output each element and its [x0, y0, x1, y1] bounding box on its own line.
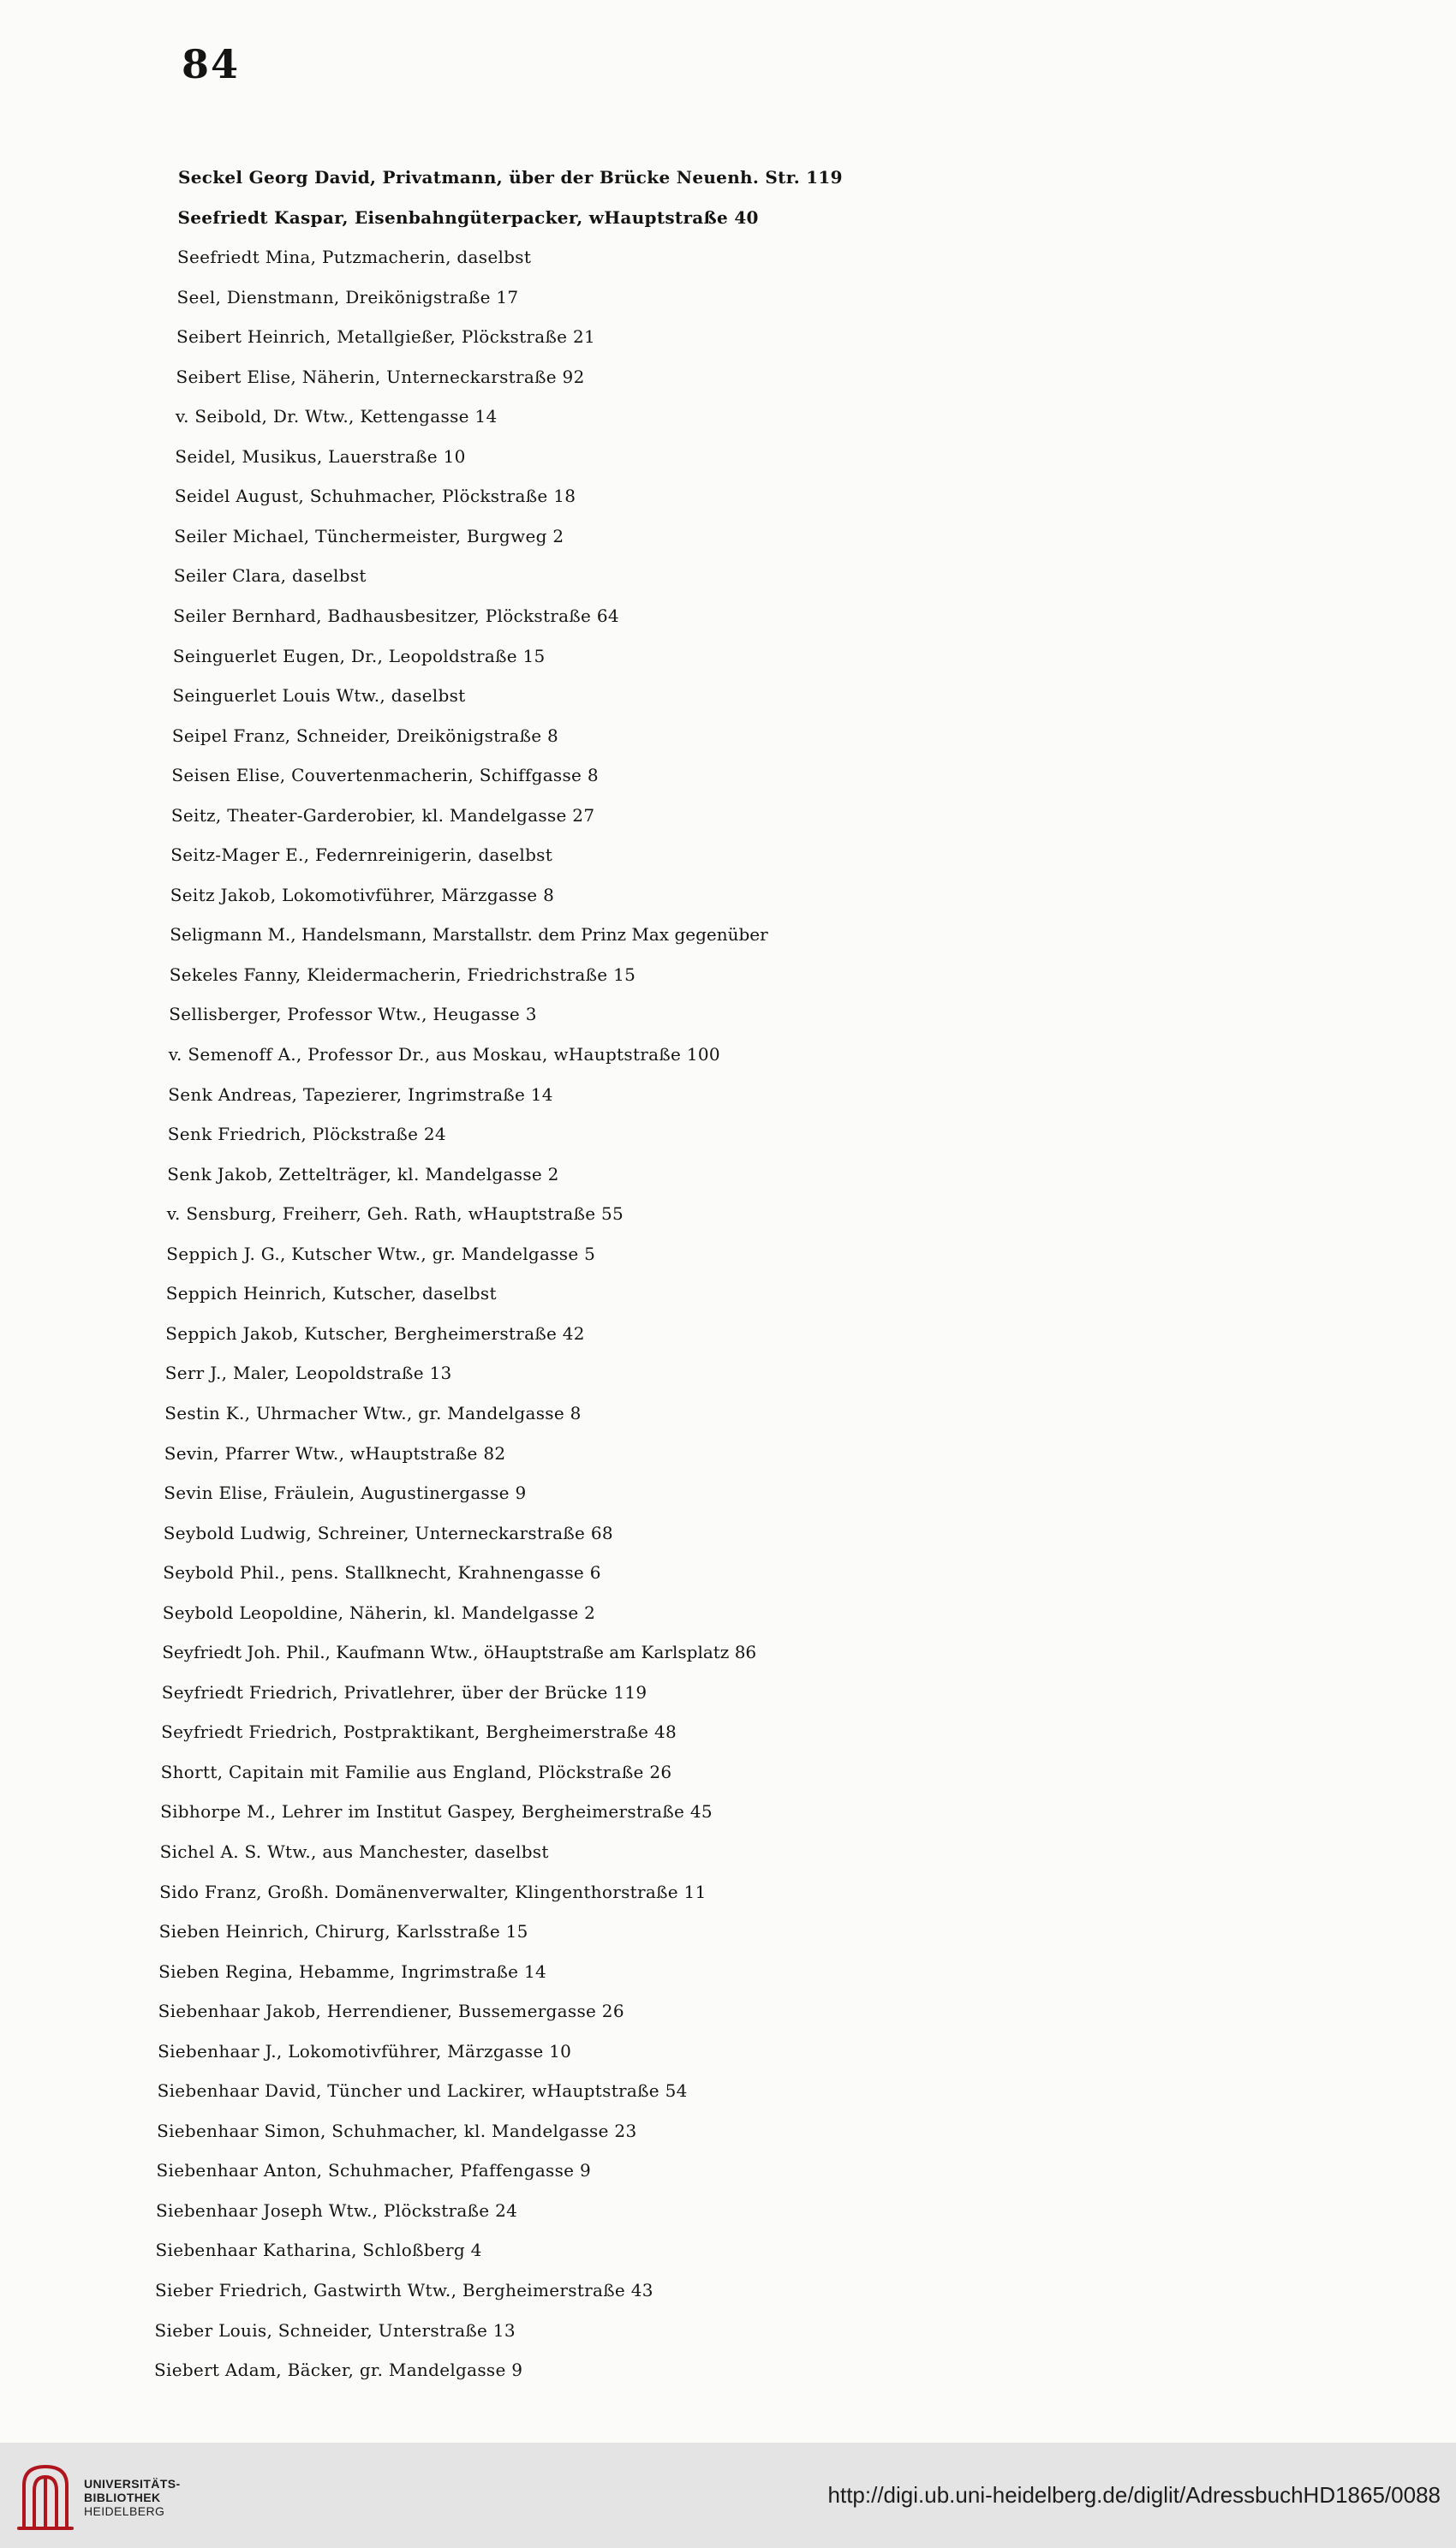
directory-entry: Siebenhaar Simon, Schuhmacher, kl. Mandelgasse 23 — [157, 2120, 637, 2141]
directory-entry: Sieber Louis, Schneider, Unterstraße 13 — [154, 2319, 516, 2341]
directory-entry: Seybold Ludwig, Schreiner, Unterneckarstraße 68 — [163, 1522, 613, 1543]
directory-entry: Seibert Elise, Näherin, Unterneckarstraße 92 — [176, 366, 585, 387]
directory-entry: Seiler Michael, Tünchermeister, Burgweg 2 — [174, 525, 564, 546]
directory-entry: Seidel August, Schuhmacher, Plöckstraße 18 — [174, 486, 576, 507]
directory-entry: Sestin K., Uhrmacher Wtw., gr. Mandelgasse 8 — [164, 1402, 582, 1423]
directory-entry: Siebenhaar J., Lokomotivführer, Märzgasse 10 — [158, 2040, 572, 2062]
directory-entry: Seybold Leopoldine, Näherin, kl. Mandelgasse 2 — [162, 1602, 596, 1623]
directory-entry: Seyfriedt Friedrich, Privatlehrer, über der Brücke 119 — [161, 1681, 647, 1703]
library-logo[interactable] — [15, 2460, 212, 2533]
directory-entry: Seiler Clara, daselbst — [173, 565, 367, 587]
library-name-line-2: BIBLIOTHEK — [84, 2491, 161, 2504]
directory-entry: Siebenhaar Jakob, Herrendiener, Bussemergasse 26 — [158, 2001, 624, 2022]
directory-entry: Sichel A. S. Wtw., aus Manchester, daselbst — [159, 1841, 549, 1862]
directory-entry: v. Seibold, Dr. Wtw., Kettengasse 14 — [175, 406, 498, 427]
directory-entry: Sieben Heinrich, Chirurg, Karlsstraße 15 — [158, 1921, 528, 1942]
directory-entry: Sevin, Pfarrer Wtw., wHauptstraße 82 — [164, 1442, 506, 1464]
directory-entry: Sieber Friedrich, Gastwirth Wtw., Bergheimerstraße 43 — [155, 2279, 653, 2300]
library-seal-icon — [15, 2460, 75, 2533]
directory-entry: Seyfriedt Friedrich, Postpraktikant, Bergheimerstraße 48 — [161, 1722, 677, 1743]
directory-entry: Seitz, Theater-Garderobier, kl. Mandelgasse 27 — [170, 804, 595, 826]
directory-entry: Seybold Phil., pens. Stallknecht, Krahnengasse 6 — [163, 1562, 601, 1584]
footer-bar — [0, 2443, 1456, 2548]
directory-entry: Seel, Dienstmann, Dreikönigstraße 17 — [176, 286, 519, 307]
directory-entry: Seefriedt Kaspar, Eisenbahngüterpacker, wHauptstraße 40 — [177, 206, 759, 228]
directory-entry: Sido Franz, Großh. Domänenverwalter, Klingenthorstraße 11 — [159, 1881, 707, 1902]
directory-entry: Siebenhaar Katharina, Schloßberg 4 — [155, 2240, 482, 2261]
source-url-link[interactable]: http://digi.ub.uni-heidelberg.de/diglit/AdressbuchHD1865/0088 — [827, 2482, 1441, 2508]
library-name-line-1: UNIVERSITÄTS- — [84, 2477, 181, 2491]
directory-entry: Seipel Franz, Schneider, Dreikönigstraße 8 — [171, 725, 559, 746]
directory-entry: Seibert Heinrich, Metallgießer, Plöckstraße 21 — [176, 326, 596, 348]
directory-entry: Siebenhaar Joseph Wtw., Plöckstraße 24 — [156, 2199, 518, 2221]
directory-entry: Seefriedt Mina, Putzmacherin, daselbst — [177, 247, 532, 268]
directory-entry: Seidel, Musikus, Lauerstraße 10 — [175, 445, 466, 467]
directory-entry: Seyfriedt Joh. Phil., Kaufmann Wtw., öHauptstraße am Karlsplatz 86 — [162, 1642, 757, 1663]
directory-entry: Seiler Bernhard, Badhausbesitzer, Plöckstraße 64 — [173, 606, 619, 627]
directory-entry: Seppich J. G., Kutscher Wtw., gr. Mandelgasse 5 — [166, 1243, 596, 1264]
directory-entry: Seinguerlet Eugen, Dr., Leopoldstraße 15 — [172, 645, 546, 666]
library-name-line-3: HEIDELBERG — [84, 2504, 165, 2518]
directory-entry: Senk Friedrich, Plöckstraße 24 — [167, 1124, 446, 1145]
directory-entry: Seitz-Mager E., Federnreinigerin, daselbst — [170, 844, 553, 866]
directory-entry: Seppich Jakob, Kutscher, Bergheimerstraße 42 — [165, 1322, 585, 1344]
page-number: 84 — [182, 41, 241, 87]
directory-entries — [0, 158, 1456, 2390]
directory-entry: v. Semenoff A., Professor Dr., aus Moskau, wHauptstraße 100 — [168, 1044, 720, 1065]
directory-entry: Seligmann M., Handelsmann, Marstallstr. dem Prinz Max gegenüber — [170, 924, 768, 946]
directory-entry: Sellisberger, Professor Wtw., Heugasse 3 — [169, 1004, 537, 1025]
directory-entry: Seisen Elise, Couvertenmacherin, Schiffgasse 8 — [171, 765, 599, 786]
library-name — [84, 2477, 181, 2518]
directory-entry: Seppich Heinrich, Kutscher, daselbst — [165, 1283, 497, 1304]
directory-entry: Seitz Jakob, Lokomotivführer, Märzgasse 8 — [170, 884, 555, 905]
directory-entry: Sieben Regina, Hebamme, Ingrimstraße 14 — [158, 1960, 546, 1982]
directory-entry: Shortt, Capitain mit Familie aus England, Plöckstraße 26 — [160, 1761, 672, 1782]
directory-entry: Siebenhaar Anton, Schuhmacher, Pfaffengasse 9 — [156, 2160, 592, 2181]
directory-entry: Sevin Elise, Fräulein, Augustinergasse 9 — [164, 1483, 527, 1504]
directory-entry: Seckel Georg David, Privatmann, über der Brücke Neuenh. Str. 119 — [178, 167, 843, 188]
directory-entry: Senk Jakob, Zettelträger, kl. Mandelgasse 2 — [167, 1163, 559, 1184]
directory-entry: v. Sensburg, Freiherr, Geh. Rath, wHauptstraße 55 — [166, 1203, 624, 1225]
directory-entry: Sekeles Fanny, Kleidermacherin, Friedrichstraße 15 — [169, 964, 636, 985]
directory-entry: Seinguerlet Louis Wtw., daselbst — [172, 685, 466, 707]
directory-entry: Senk Andreas, Tapezierer, Ingrimstraße 14 — [168, 1083, 553, 1105]
directory-entry: Siebenhaar David, Tüncher und Lackirer, wHauptstraße 54 — [157, 2080, 688, 2102]
directory-entry: Serr J., Maler, Leopoldstraße 13 — [164, 1363, 452, 1384]
directory-entry: Siebert Adam, Bäcker, gr. Mandelgasse 9 — [154, 2360, 523, 2381]
directory-entry: Sibhorpe M., Lehrer im Institut Gaspey, Bergheimerstraße 45 — [160, 1801, 713, 1823]
